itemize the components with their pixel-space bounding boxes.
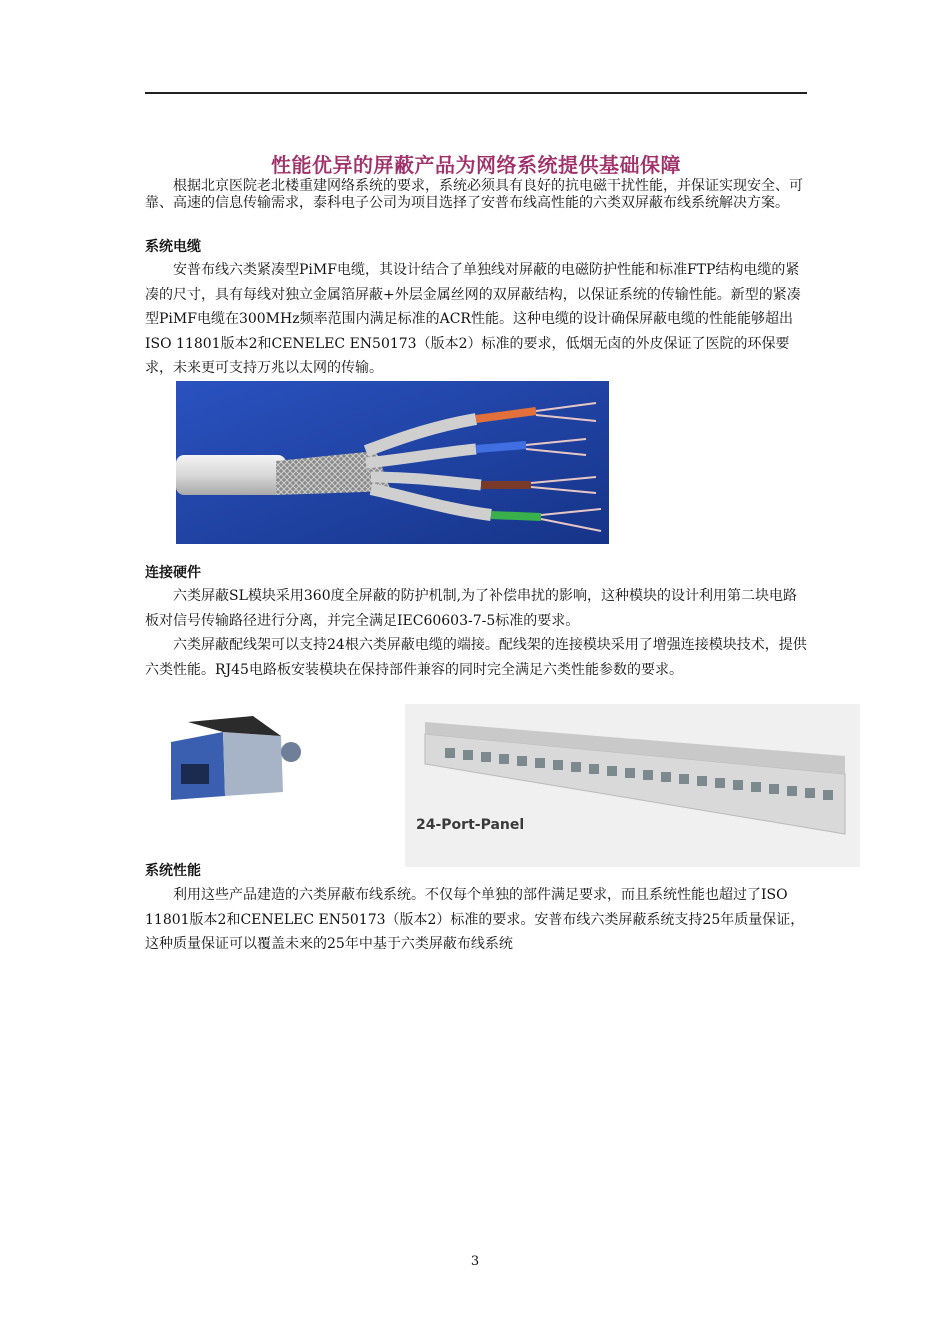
hardware-paragraph-1: 六类屏蔽SL模块采用360度全屏蔽的防护机制,为了补偿串扰的影响，这种模块的设计利用第二块电路板对信号传输路径进行分离，并完全满足IEC60603-7-5标准的要求。: [145, 588, 798, 629]
cable-paragraph: 安普布线六类紧凑型PiMF电缆，其设计结合了单独线对屏蔽的电磁防护性能和标准FTP结构电缆的紧凑的尺寸，具有每线对独立金属箔屏蔽+外层金属丝网的双屏蔽结构，以保证系统的传输性能。新型的紧凑型PiMF电缆在300MHz频率范围内满足标准的ACR性能。这种电缆的设计确保屏蔽电缆的性能能够超出ISO 11801版本2和CENELEC EN50173（版本2）标准的要求，低烟无卤的外皮保证了医院的环保要求，未来更可支持万兆以太网的传输。: [145, 262, 801, 376]
header-rule: [145, 92, 807, 94]
performance-paragraph: 利用这些产品建造的六类屏蔽布线系统。不仅每个单独的部件满足要求，而且系统性能也超过了ISO 11801版本2和CENELEC EN50173（版本2）标准的要求。安普布线六类屏蔽系统支持25年质量保证，这种质量保证可以覆盖未来的25年中基于六类屏蔽布线系统: [145, 887, 805, 952]
section-heading-performance: 系统性能: [145, 863, 201, 879]
page-number: 3: [470, 1254, 480, 1269]
page-title: 性能优异的屏蔽产品为网络系统提供基础保障: [271, 153, 681, 178]
patch-panel-caption: 24-Port-Panel: [416, 817, 525, 833]
section-heading-hardware: 连接硬件: [145, 565, 201, 581]
intro-paragraph: 根据北京医院老北楼重建网络系统的要求，系统必须具有良好的抗电磁干扰性能，并保证实现安全、可靠、高速的信息传输需求，泰科电子公司为项目选择了安普布线高性能的六类双屏蔽布线系统解决方案。: [145, 178, 803, 211]
section-heading-cable: 系统电缆: [145, 239, 201, 255]
shielded-cable-image: [176, 381, 609, 544]
rj45-module-image: [163, 712, 303, 804]
hardware-paragraph-2: 六类屏蔽配线架可以支持24根六类屏蔽电缆的端接。配线架的连接模块采用了增强连接模块技术，提供六类性能。RJ45电路板安装模块在保持部件兼容的同时完全满足六类性能参数的要求。: [145, 637, 807, 678]
patch-panel-image: [405, 704, 860, 867]
